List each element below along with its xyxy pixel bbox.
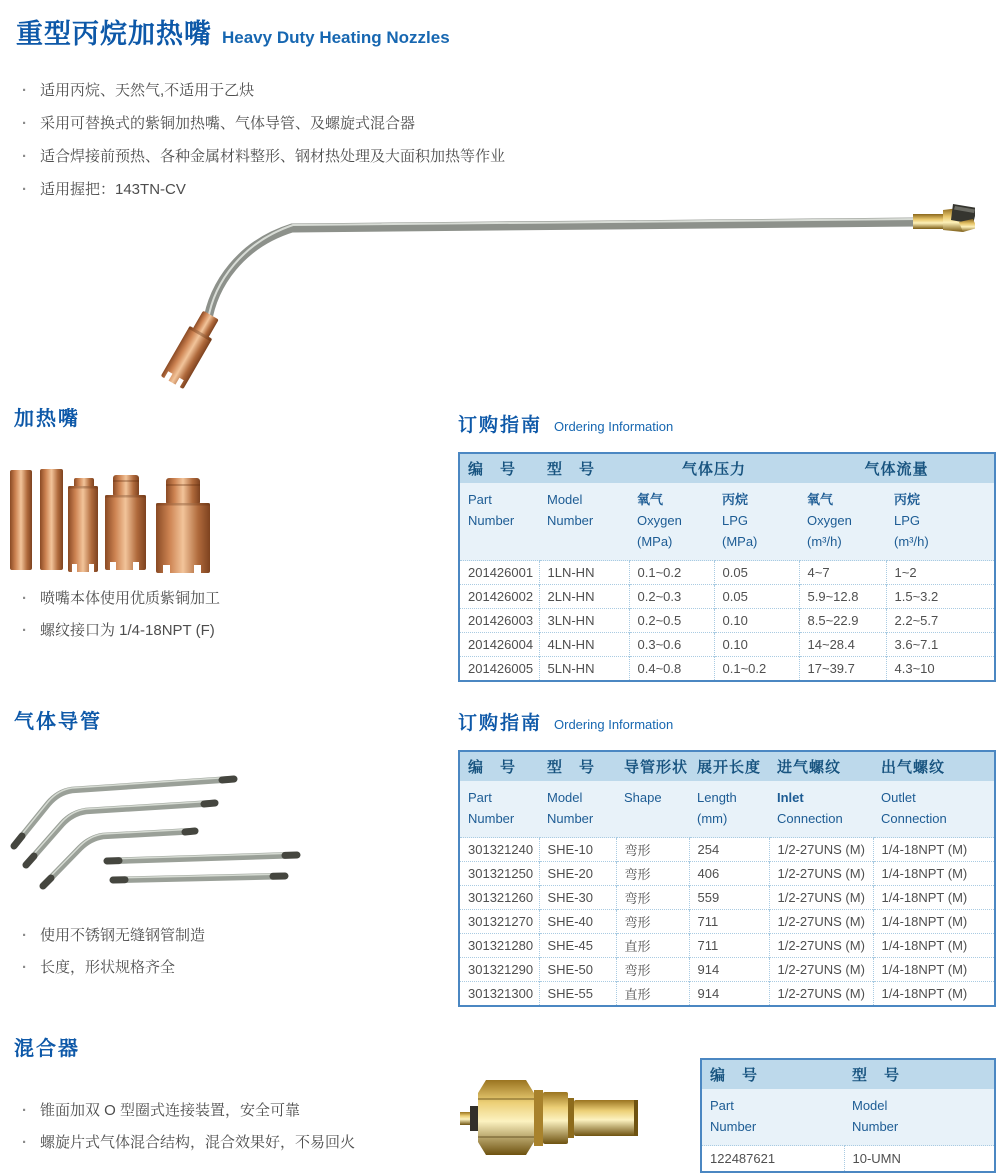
table-subheader-row bbox=[701, 1089, 995, 1146]
nozzle-feature: · 喷嘴本体使用优质紫铜加工 bbox=[18, 588, 438, 609]
table-cell: SHE-30 bbox=[539, 886, 616, 910]
table-row bbox=[459, 561, 995, 585]
table-row bbox=[459, 838, 995, 862]
table-cell: 弯形 bbox=[616, 862, 689, 886]
table-cell: 弯形 bbox=[616, 910, 689, 934]
ordering-heading-1 bbox=[458, 410, 673, 437]
ordering-heading-2-zh: 订购指南 bbox=[458, 713, 543, 734]
page-title-en: Heavy Duty Heating Nozzles bbox=[222, 28, 450, 47]
conduit-set-image bbox=[6, 752, 336, 904]
table-cell: 1/2-27UNS (M) bbox=[769, 910, 873, 934]
table-cell: 0.10 bbox=[714, 609, 799, 633]
page-title bbox=[16, 12, 450, 51]
section-heading-conduits: 气体导管 bbox=[14, 711, 102, 733]
table-cell: 201426001 bbox=[459, 561, 539, 585]
column-header: 型 号 bbox=[539, 751, 616, 781]
column-header: 型 号 bbox=[844, 1059, 995, 1089]
table-row bbox=[459, 910, 995, 934]
table-cell: 711 bbox=[689, 910, 769, 934]
table-cell: 1/4-18NPT (M) bbox=[873, 838, 995, 862]
table-cell: 1LN-HN bbox=[539, 561, 629, 585]
page-title-zh: 重型丙烷加热嘴 bbox=[16, 19, 212, 49]
table-cell: 弯形 bbox=[616, 886, 689, 910]
table-cell: 1/4-18NPT (M) bbox=[873, 862, 995, 886]
table-cell: 14~28.4 bbox=[799, 633, 886, 657]
table-cell: 0.05 bbox=[714, 561, 799, 585]
mixer-feature: · 锥面加双 O 型圈式连接装置，安全可靠 bbox=[18, 1100, 448, 1121]
table-cell: 559 bbox=[689, 886, 769, 910]
nozzle-feature-list bbox=[18, 588, 438, 652]
table-cell: 4~7 bbox=[799, 561, 886, 585]
column-subheader: Model Number bbox=[539, 781, 616, 838]
column-subheader: Model Number bbox=[844, 1089, 995, 1146]
table-cell: 254 bbox=[689, 838, 769, 862]
table-cell: 1/4-18NPT (M) bbox=[873, 934, 995, 958]
table-cell: 201426002 bbox=[459, 585, 539, 609]
intro-bullet: · 适合焊接前预热、各种金属材料整形、钢材热处理及大面积加热等作业 bbox=[18, 146, 658, 167]
table-row bbox=[459, 657, 995, 682]
table-cell: 3.6~7.1 bbox=[886, 633, 995, 657]
table-cell: 1/2-27UNS (M) bbox=[769, 934, 873, 958]
table-cell: 弯形 bbox=[616, 958, 689, 982]
table-cell: SHE-20 bbox=[539, 862, 616, 886]
table-cell: 0.05 bbox=[714, 585, 799, 609]
column-subheader: 氧气 Oxygen (MPa) bbox=[629, 483, 714, 561]
table-subheader-row bbox=[459, 483, 995, 561]
table-cell: 2LN-HN bbox=[539, 585, 629, 609]
column-subheader: Part Number bbox=[701, 1089, 844, 1146]
table-cell: 301321240 bbox=[459, 838, 539, 862]
mixer-image bbox=[450, 1062, 660, 1172]
table-cell: 5LN-HN bbox=[539, 657, 629, 682]
table-group-header-row bbox=[459, 453, 995, 483]
mixer-feature: · 螺旋片式气体混合结构，混合效果好，不易回火 bbox=[18, 1132, 448, 1153]
conduit-feature: · 长度，形状规格齐全 bbox=[18, 957, 438, 978]
table-cell: 301321300 bbox=[459, 982, 539, 1007]
table-cell: 8.5~22.9 bbox=[799, 609, 886, 633]
table-cell: 0.1~0.2 bbox=[714, 657, 799, 682]
conduit-order-table bbox=[458, 750, 996, 1007]
table-cell: 1/2-27UNS (M) bbox=[769, 862, 873, 886]
section-heading-nozzles: 加热嘴 bbox=[14, 408, 80, 430]
table-cell: 1/2-27UNS (M) bbox=[769, 838, 873, 862]
table-cell: 3LN-HN bbox=[539, 609, 629, 633]
table-cell: 711 bbox=[689, 934, 769, 958]
table-cell: SHE-55 bbox=[539, 982, 616, 1007]
table-cell: SHE-10 bbox=[539, 838, 616, 862]
nozzle-feature: · 螺纹接口为 1/4-18NPT (F) bbox=[18, 620, 438, 641]
table-cell: SHE-50 bbox=[539, 958, 616, 982]
intro-bullet: · 采用可替换式的紫铜加热嘴、气体导管、及螺旋式混合器 bbox=[18, 113, 658, 134]
table-cell: 4LN-HN bbox=[539, 633, 629, 657]
column-header: 编 号 bbox=[459, 453, 539, 483]
table-cell: 2.2~5.7 bbox=[886, 609, 995, 633]
nozzle-set-image bbox=[6, 458, 221, 583]
conduit-feature: · 使用不锈钢无缝钢管制造 bbox=[18, 925, 438, 946]
column-subheader: Length (mm) bbox=[689, 781, 769, 838]
column-header: 出气螺纹 bbox=[873, 751, 995, 781]
table-cell: SHE-40 bbox=[539, 910, 616, 934]
table-cell: 1~2 bbox=[886, 561, 995, 585]
column-subheader: 丙烷 LPG (MPa) bbox=[714, 483, 799, 561]
table-cell: 914 bbox=[689, 958, 769, 982]
table-cell: SHE-45 bbox=[539, 934, 616, 958]
table-cell: 201426005 bbox=[459, 657, 539, 682]
table-cell: 10-UMN bbox=[844, 1146, 995, 1173]
column-header: 气体压力 bbox=[629, 453, 799, 483]
table-cell: 914 bbox=[689, 982, 769, 1007]
table-cell: 0.10 bbox=[714, 633, 799, 657]
table-cell: 406 bbox=[689, 862, 769, 886]
table-cell: 301321260 bbox=[459, 886, 539, 910]
section-heading-mixer: 混合器 bbox=[14, 1038, 80, 1060]
table-row bbox=[701, 1146, 995, 1173]
mixer-feature-list bbox=[18, 1100, 448, 1164]
table-cell: 0.2~0.5 bbox=[629, 609, 714, 633]
table-cell: 直形 bbox=[616, 982, 689, 1007]
column-header: 展开长度 bbox=[689, 751, 769, 781]
table-cell: 301321280 bbox=[459, 934, 539, 958]
table-cell: 弯形 bbox=[616, 838, 689, 862]
column-header: 编 号 bbox=[459, 751, 539, 781]
conduit-feature-list bbox=[18, 925, 438, 989]
table-row bbox=[459, 609, 995, 633]
table-cell: 17~39.7 bbox=[799, 657, 886, 682]
table-cell: 201426003 bbox=[459, 609, 539, 633]
table-row bbox=[459, 982, 995, 1007]
table-cell: 301321290 bbox=[459, 958, 539, 982]
column-subheader: Outlet Connection bbox=[873, 781, 995, 838]
intro-bullet: · 适用丙烷、天然气,不适用于乙炔 bbox=[18, 80, 658, 101]
column-header: 气体流量 bbox=[799, 453, 995, 483]
table-row bbox=[459, 862, 995, 886]
table-cell: 1/4-18NPT (M) bbox=[873, 910, 995, 934]
column-subheader: Part Number bbox=[459, 781, 539, 838]
table-cell: 4.3~10 bbox=[886, 657, 995, 682]
table-row bbox=[459, 934, 995, 958]
table-subheader-row bbox=[459, 781, 995, 838]
column-subheader: Model Number bbox=[539, 483, 629, 561]
table-cell: 1/2-27UNS (M) bbox=[769, 982, 873, 1007]
table-group-header-row bbox=[701, 1059, 995, 1089]
column-subheader: Shape bbox=[616, 781, 689, 838]
ordering-heading-2 bbox=[458, 708, 673, 735]
table-row bbox=[459, 633, 995, 657]
table-cell: 122487621 bbox=[701, 1146, 844, 1173]
table-cell: 1/4-18NPT (M) bbox=[873, 958, 995, 982]
table-cell: 0.4~0.8 bbox=[629, 657, 714, 682]
table-row bbox=[459, 958, 995, 982]
table-cell: 5.9~12.8 bbox=[799, 585, 886, 609]
mixer-order-table bbox=[700, 1058, 996, 1173]
table-cell: 1/4-18NPT (M) bbox=[873, 982, 995, 1007]
column-subheader: Part Number bbox=[459, 483, 539, 561]
table-cell: 1/2-27UNS (M) bbox=[769, 958, 873, 982]
nozzle-order-table bbox=[458, 452, 996, 682]
column-subheader: Inlet Connection bbox=[769, 781, 873, 838]
table-row bbox=[459, 585, 995, 609]
table-cell: 直形 bbox=[616, 934, 689, 958]
column-subheader: 丙烷 LPG (m³/h) bbox=[886, 483, 995, 561]
table-cell: 301321250 bbox=[459, 862, 539, 886]
ordering-heading-2-en: Ordering Information bbox=[554, 717, 674, 732]
table-cell: 0.2~0.3 bbox=[629, 585, 714, 609]
table-cell: 1/4-18NPT (M) bbox=[873, 886, 995, 910]
heating-torch-image bbox=[95, 192, 975, 397]
table-cell: 301321270 bbox=[459, 910, 539, 934]
column-header: 进气螺纹 bbox=[769, 751, 873, 781]
column-subheader: 氧气 Oxygen (m³/h) bbox=[799, 483, 886, 561]
table-cell: 201426004 bbox=[459, 633, 539, 657]
column-header: 编 号 bbox=[701, 1059, 844, 1089]
table-cell: 1/2-27UNS (M) bbox=[769, 886, 873, 910]
table-group-header-row bbox=[459, 751, 995, 781]
column-header: 导管形状 bbox=[616, 751, 689, 781]
intro-bullet: · 适用握把：143TN-CV bbox=[18, 179, 658, 200]
table-cell: 1.5~3.2 bbox=[886, 585, 995, 609]
ordering-heading-1-en: Ordering Information bbox=[554, 419, 674, 434]
ordering-heading-1-zh: 订购指南 bbox=[458, 415, 543, 436]
column-header: 型 号 bbox=[539, 453, 629, 483]
table-cell: 0.1~0.2 bbox=[629, 561, 714, 585]
table-cell: 0.3~0.6 bbox=[629, 633, 714, 657]
table-row bbox=[459, 886, 995, 910]
